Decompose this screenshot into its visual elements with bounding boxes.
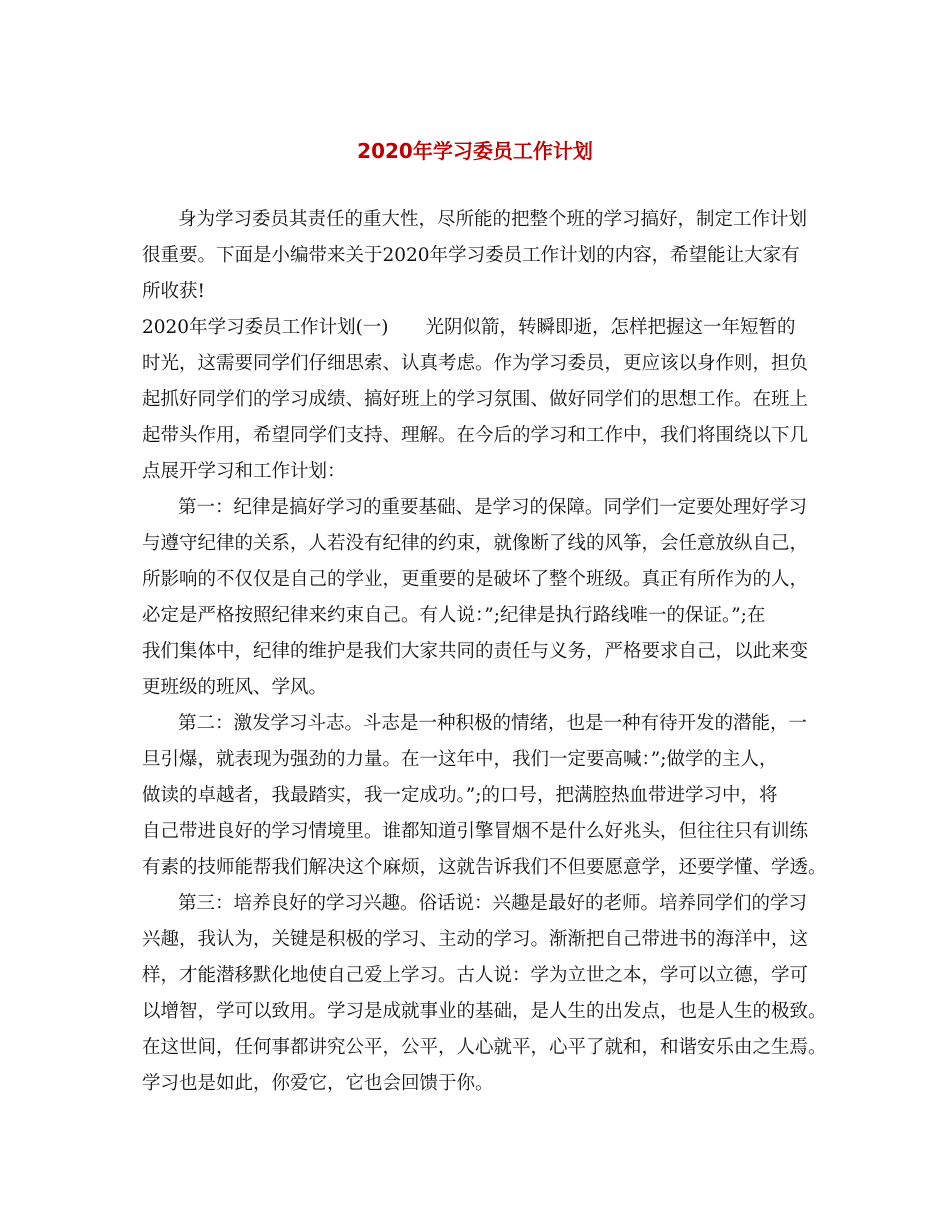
text-line: 自己带进良好的学习情境里。谁都知道引擎冒烟不是什么好兆头，但往往只有训练 — [142, 821, 809, 842]
text-line: 样，才能潜移默化地使自己爱上学习。古人说：学为立世之本，学可以立德，学可 — [142, 965, 809, 986]
text-line: 与遵守纪律的关系，人若没有纪律的约束，就像断了线的风筝，会任意放纵自己， — [142, 533, 809, 554]
text-line: 起抓好同学们的学习成绩、搞好班上的学习氛围、做好同学们的思想工作。在班上 — [142, 389, 809, 410]
document-title: 2020年学习委员工作计划 — [357, 139, 593, 163]
text-line: 所影响的不仅仅是自己的学业，更重要的是破坏了整个班级。真正有所作为的人， — [142, 569, 809, 590]
text-line: 身为学习委员其责任的重大性，尽所能的把整个班的学习搞好，制定工作计划 — [178, 209, 808, 230]
text-line: 所收获! — [142, 281, 205, 302]
text-line: 兴趣，我认为，关键是积极的学习、主动的学习。渐渐把自己带进书的海洋中，这 — [142, 929, 809, 950]
text-line: 起带头作用，希望同学们支持、理解。在今后的学习和工作中，我们将围绕以下几 — [142, 425, 809, 446]
text-line: 学习也是如此，你爱它，它也会回馈于你。 — [142, 1073, 494, 1094]
text-line: 有素的技师能帮我们解决这个麻烦，这就告诉我们不但要愿意学，还要学懂、学透。 — [142, 857, 827, 878]
text-line: 2020年学习委员工作计划(一) 光阴似箭，转瞬即逝，怎样把握这一年短暂的 — [142, 317, 796, 338]
text-line: 在这世间，任何事都讲究公平，公平，人心就平，心平了就和，和谐安乐由之生焉。 — [142, 1037, 827, 1058]
text-line: 点展开学习和工作计划： — [142, 461, 346, 482]
text-line: 以增智，学可以致用。学习是成就事业的基础，是人生的出发点，也是人生的极致。 — [142, 1001, 827, 1022]
text-line: 第三：培养良好的学习兴趣。俗话说：兴趣是最好的老师。培养同学们的学习 — [178, 893, 808, 914]
text-line: 更班级的班风、学风。 — [142, 677, 328, 698]
text-line: 我们集体中，纪律的维护是我们大家共同的责任与义务，严格要求自己，以此来变 — [142, 641, 809, 662]
text-line: 第一：纪律是搞好学习的重要基础、是学习的保障。同学们一定要处理好学习 — [178, 497, 808, 518]
text-line: 做读的卓越者，我最踏实，我一定成功。”;的口号，把满腔热血带进学习中，将 — [142, 785, 778, 806]
text-line: 很重要。下面是小编带来关于2020年学习委员工作计划的内容，希望能让大家有 — [142, 245, 800, 266]
text-line: 旦引爆，就表现为强劲的力量。在一这年中，我们一定要高喊：”;做学的主人， — [142, 749, 778, 770]
text-line: 第二：激发学习斗志。斗志是一种积极的情绪，也是一种有待开发的潜能，一 — [178, 713, 808, 734]
text-line: 必定是严格按照纪律来约束自己。有人说：”;纪律是执行路线唯一的保证。”;在 — [142, 605, 766, 626]
text-line: 时光，这需要同学们仔细思索、认真考虑。作为学习委员，更应该以身作则，担负 — [142, 353, 809, 374]
